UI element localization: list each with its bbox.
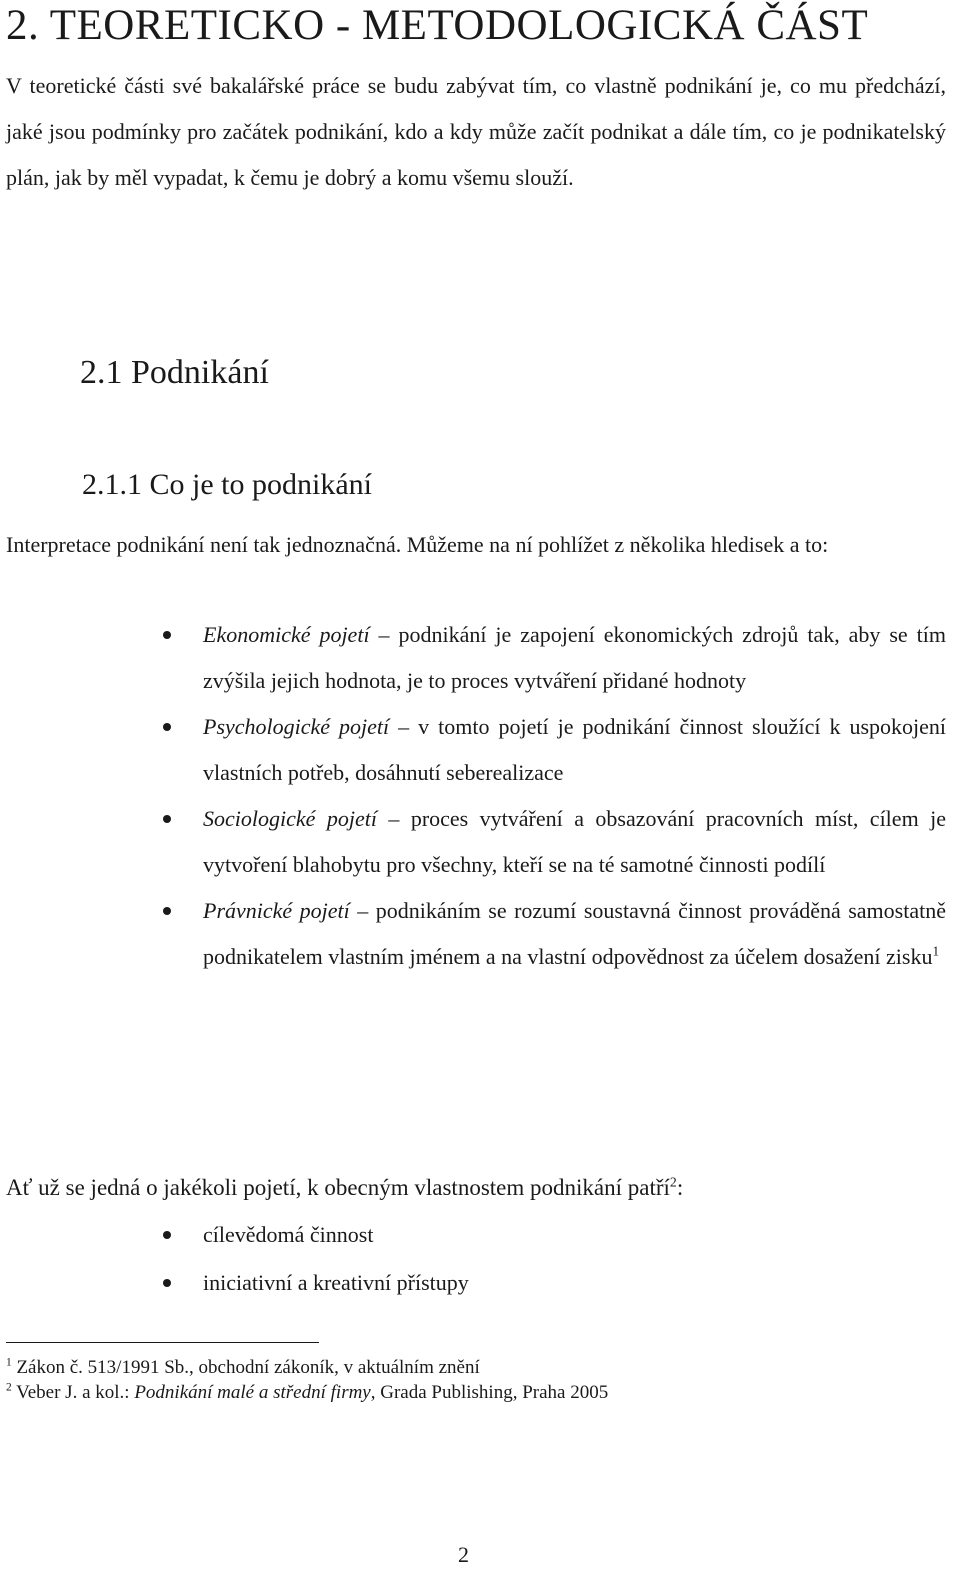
- definitions-list: [0, 612, 946, 980]
- properties-list: [0, 1212, 946, 1308]
- footnote-separator-text: :: [124, 1382, 135, 1403]
- definition-text: – proces vytváření a obsazování pracovních míst, cílem je vytvoření blahobytu pro všechny, kteří se na té samotné činnosti podílí: [203, 806, 946, 877]
- footnote-text: Zákon č. 513/1991 Sb., obchodní zákoník, v aktuálním znění: [16, 1357, 480, 1378]
- subsection-heading: 2.1.1 Co je to podnikání: [82, 468, 372, 501]
- footnote-title: Podnikání malé a střední firmy: [134, 1382, 371, 1403]
- chapter-heading: 2. TEORETICKO - METODOLOGICKÁ ČÁST: [6, 2, 869, 49]
- definition-term: Psychologické pojetí: [203, 714, 390, 739]
- definition-item: [0, 612, 946, 704]
- definition-item: [0, 796, 946, 888]
- footnote-publisher: , Grada Publishing, Praha 2005: [370, 1382, 609, 1403]
- properties-intro-text: Ať už se jedná o jakékoli pojetí, k obecným vlastnostem podnikání patří: [6, 1175, 670, 1200]
- definition-term: Právnické pojetí: [203, 898, 350, 923]
- definition-item: [0, 704, 946, 796]
- bullet-icon: [163, 723, 171, 731]
- bullet-icon: [163, 1279, 171, 1287]
- footnotes: [6, 1355, 946, 1405]
- footnote-item: [6, 1380, 946, 1405]
- interpretation-paragraph: Interpretace podnikání není tak jednoznačná. Můžeme na ní pohlížet z několika hledisek a to:: [6, 532, 829, 557]
- definition-text: – podnikání je zapojení ekonomických zdrojů tak, aby se tím zvýšila jejich hodnota, je to proces vytváření přidané hodnoty: [203, 622, 946, 693]
- bullet-icon: [163, 1231, 171, 1239]
- section-heading: 2.1 Podnikání: [80, 354, 269, 391]
- bullet-icon: [163, 631, 171, 639]
- bullet-icon: [163, 907, 171, 915]
- footnote-ref[interactable]: 2: [669, 1174, 677, 1190]
- page-number: 2: [458, 1542, 469, 1567]
- footnote-ref[interactable]: 1: [932, 943, 940, 959]
- footnote-separator: [6, 1342, 319, 1343]
- definition-term: Sociologické pojetí: [203, 806, 377, 831]
- footnote-item: [6, 1355, 946, 1380]
- intro-paragraph: V teoretické části své bakalářské práce se budu zabývat tím, co vlastně podnikání je, co mu předchází, jaké jsou podmínky pro začátek podnikání, kdo a kdy může začít podnikat a dále tím, co je podnikatelský plán, jak by měl vypadat, k čemu je dobrý a komu všemu slouží.: [6, 73, 946, 190]
- definition-item: [0, 888, 946, 980]
- definition-text: – podnikáním se rozumí soustavná činnost prováděná samostatně podnikatelem vlastním jménem a na vlastní odpovědnost za účelem dosažení zisku: [203, 898, 946, 969]
- property-item: [0, 1260, 946, 1308]
- definition-text: – v tomto pojetí je podnikání činnost sloužící k uspokojení vlastních potřeb, dosáhnutí seberealizace: [203, 714, 946, 785]
- footnote-number: 1: [6, 1356, 12, 1369]
- bullet-icon: [163, 815, 171, 823]
- property-text: cílevědomá činnost: [203, 1222, 374, 1247]
- definition-term: Ekonomické pojetí: [203, 622, 370, 647]
- footnote-number: 2: [6, 1381, 12, 1394]
- property-text: iniciativní a kreativní přístupy: [203, 1270, 469, 1295]
- properties-intro-suffix: :: [676, 1175, 684, 1200]
- property-item: [0, 1212, 946, 1260]
- footnote-author: Veber J. a kol.: [16, 1382, 125, 1403]
- properties-intro: [6, 1165, 946, 1211]
